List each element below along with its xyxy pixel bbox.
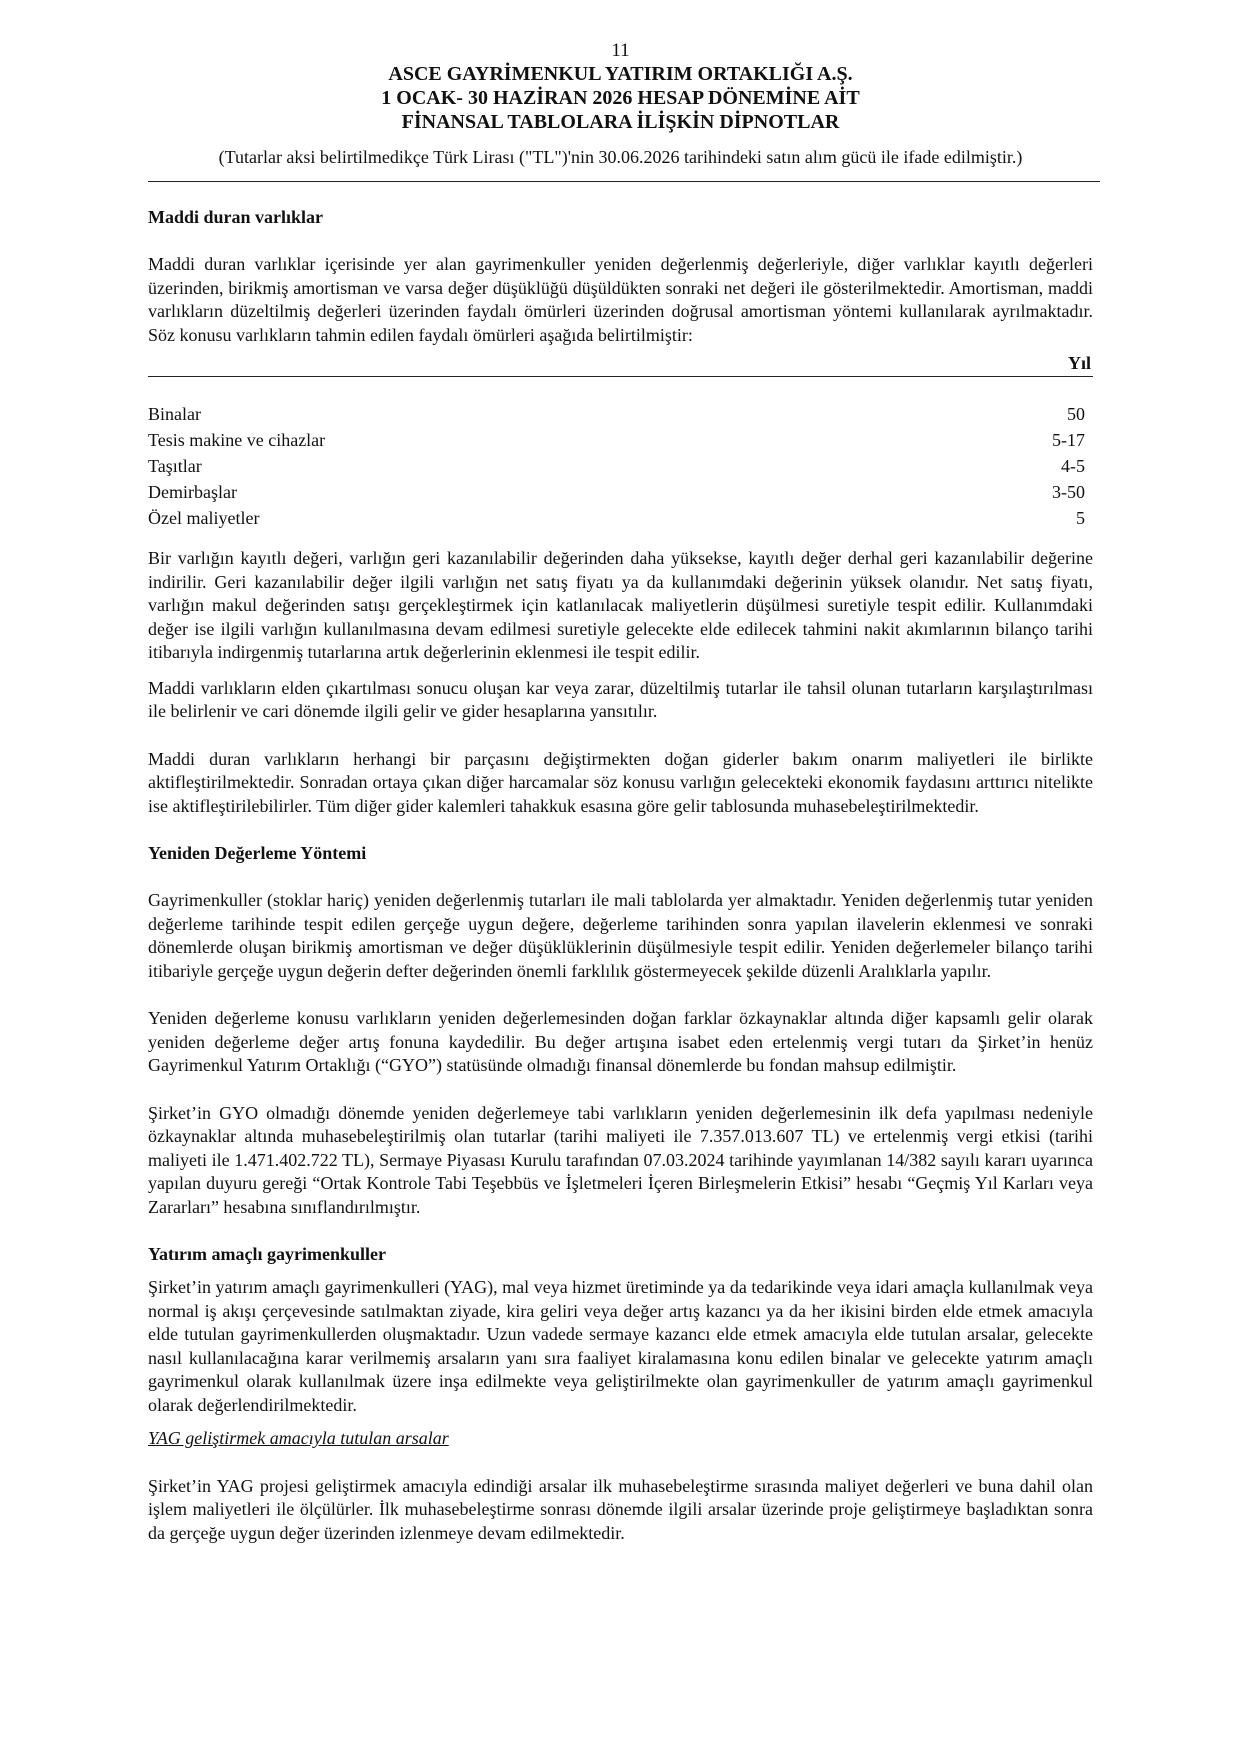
page-content	[148, 206, 1093, 1545]
row-value: 50	[1067, 404, 1085, 424]
paragraph-capitalization: Maddi duran varlıkların herhangi bir parçasını değiştirmekten doğan giderler bakım onarım maliyetleri ile birlikte aktifleştirilmektedir. Sonradan ortaya çıkan diğer harcamalar söz konusu varlığın gelecekteki ekonomik faydasını arttırıcı nitelikte ise aktifleştirilebilirler. Tüm diğer gider kalemleri tahakkuk esasına göre gelir tablosunda muhasebeleştirilmektedir.	[148, 748, 1093, 816]
row-label: Binalar	[148, 404, 201, 424]
row-label: Demirbaşlar	[148, 482, 237, 502]
paragraph-disposal: Maddi varlıkların elden çıkartılması sonucu oluşan kar veya zarar, düzeltilmiş tutarlar ile tahsil olunan tutarların karşılaştırılması ile belirlenir ve cari dönemde ilgili gelir ve gider hesaplarına yansıtılır.	[148, 677, 1093, 721]
paragraph-impairment: Bir varlığın kayıtlı değeri, varlığın geri kazanılabilir değerinden daha yüksekse, kayıtlı değer derhal geri kazanılabilir değerine indirilir. Geri kazanılabilir değer ilgili varlığın net satış fiyatı ya da kullanımdaki değerinin yüksek olanıdır. Net satış fiyatı, varlığın makul değerinden satışı gerçekleştirmek için katlanılacak maliyetlerin düşülmesi suretiyle tespit edilir. Kullanımdaki değer ise ilgili varlığın kullanılmasına devam edilmesi suretiyle gelecekte elde edilecek tahmini nakit akımlarının bilanço tarihi itibarıyla indirgenmiş tutarlarına artık değerlerinin eklenmesi ile tespit edilir.	[148, 548, 1093, 662]
subheading-land-for-development: YAG geliştirmek amacıyla tutulan arsalar	[148, 1428, 449, 1448]
row-value: 5-17	[1052, 430, 1085, 450]
row-value: 4-5	[1061, 456, 1085, 476]
table-row	[148, 453, 1093, 479]
table-row	[148, 505, 1093, 531]
company-name: ASCE GAYRİMENKUL YATIRIM ORTAKLIĞI A.Ş.	[388, 63, 853, 85]
row-value: 3-50	[1052, 482, 1085, 502]
row-value: 5	[1076, 508, 1085, 528]
report-period: 1 OCAK- 30 HAZİRAN 2026 HESAP DÖNEMİNE AİT	[381, 87, 860, 109]
useful-life-table-header: Yıl	[148, 352, 1093, 377]
useful-life-table	[148, 401, 1093, 531]
header-divider	[148, 181, 1100, 182]
table-row	[148, 427, 1093, 453]
currency-note: (Tutarlar aksi belirtilmedikçe Türk Lirası ("TL")'nin 30.06.2026 tarihindeki satın alım gücü ile ifade edilmiştir.)	[218, 147, 1023, 167]
paragraph-land-for-development: Şirket’in YAG projesi geliştirmek amacıyla edindiği arsalar ilk muhasebeleştirme sırasında maliyet değerleri ve buna dahil olan işlem maliyetleri ile ölçülürler. İlk muhasebeleştirme sonrası dönemde ilgili arsalar üzerinde proje geliştirmeye başladıktan sonra da gerçeğe uygun değer üzerinden izlenmeye devam edilmektedir.	[148, 1475, 1093, 1543]
table-row	[148, 479, 1093, 505]
report-title: FİNANSAL TABLOLARA İLİŞKİN DİPNOTLAR	[401, 111, 840, 133]
section-heading-revaluation: Yeniden Değerleme Yöntemi	[148, 843, 367, 863]
row-label: Özel maliyetler	[148, 508, 260, 528]
paragraph-tangible-intro: Maddi duran varlıklar içerisinde yer alan gayrimenkuller yeniden değerlenmiş değerleriyle, diğer varlıklar kayıtlı değerleri üzerinden, birikmiş amortisman ve varsa değer düşüklüğü düşüldükten sonraki net değeri ile gösterilmektedir. Amortisman, maddi varlıkların düzeltilmiş değerleri üzerinden faydalı ömürleri üzerinden doğrusal amortisman yöntemi kullanılarak ayrılmaktadır. Söz konusu varlıkların tahmin edilen faydalı ömürleri aşağıda belirtilmiştir:	[148, 254, 1093, 345]
section-heading-tangible-assets: Maddi duran varlıklar	[148, 207, 324, 227]
table-row	[148, 401, 1093, 427]
row-label: Taşıtlar	[148, 456, 202, 476]
paragraph-investment-property: Şirket’in yatırım amaçlı gayrimenkulleri (YAG), mal veya hizmet üretiminde ya da tedarikinde veya idari amaçla kullanılmak veya normal iş akışı çerçevesinde satılmaktan ziyade, kira geliri veya değer artış kazancı ya da her ikisini birden elde etmek amacıyla elde tutulan gayrimenkullerden oluşmaktadır. Uzun vadede sermaye kazancı elde etmek amacıyla elde tutulan arsalar, gelecekte nasıl kullanılacağına karar verilmemiş arsaların yanı sıra faaliyet kiralamasına konu edilen binalar ve gelecekte yatırım amaçlı gayrimenkul olarak kullanılmak üzere inşa edilmekte veya geliştirilmekte olan gayrimenkuller de yatırım amaçlı gayrimenkul olarak değerlendirilmektedir.	[148, 1277, 1093, 1415]
paragraph-revaluation-1: Gayrimenkuller (stoklar hariç) yeniden değerlenmiş tutarları ile mali tablolarda yer almaktadır. Yeniden değerlenmiş tutar yeniden değerleme tarihinde tespit edilen gerçeğe uygun değere, değerleme tarihinden sonra yapılan ilavelerin eklenmesi ve sonraki dönemlerde oluşan birikmiş amortisman ve değer düşüklüklerinin düşülmesiyle tespit edilir. Yeniden değerlemeler bilanço tarihi itibariyle gerçeğe uygun değerin defter değerinden önemli farklılık göstermeyecek şekilde düzenli Aralıklarla yapılır.	[148, 890, 1093, 981]
row-label: Tesis makine ve cihazlar	[148, 430, 326, 450]
section-heading-investment-property: Yatırım amaçlı gayrimenkuller	[148, 1244, 386, 1264]
paragraph-revaluation-2: Yeniden değerleme konusu varlıkların yeniden değerlemesinden doğan farklar özkaynaklar altında diğer kapsamlı gelir olarak yeniden değerleme değer artış fonuna kaydedilir. Bu değer artışına isabet eden ertelenmiş vergi tutarı da Şirket’in henüz Gayrimenkul Yatırım Ortaklığı (“GYO”) statüsünde olmadığı finansal dönemlerde bu fondan mahsup edilmiştir.	[148, 1008, 1093, 1075]
paragraph-revaluation-3: Şirket’in GYO olmadığı dönemde yeniden değerlemeye tabi varlıkların yeniden değerlemesinin ilk defa yapılması nedeniyle özkaynaklar altında muhasebeleştirilmiş olan tutarlar (tarihi maliyeti ile 7.357.013.607 TL) ve ertelenmiş vergi etkisi (tarihi maliyeti ile 1.471.402.722 TL), Sermaye Piyasası Kurulu tarafından 07.03.2024 tarihinde yayımlanan 14/382 sayılı kararı uyarınca yapılan duyuru gereği “Ortak Kontrole Tabi Teşebbüs ve İşletmeleri İçeren Birleşmelerin Etkisi” hesabı “Geçmiş Yıl Karları veya Zararları” hesabına sınıflandırılmıştır.	[148, 1102, 1093, 1217]
page-header	[148, 40, 1093, 168]
page-number: 11	[611, 40, 630, 61]
